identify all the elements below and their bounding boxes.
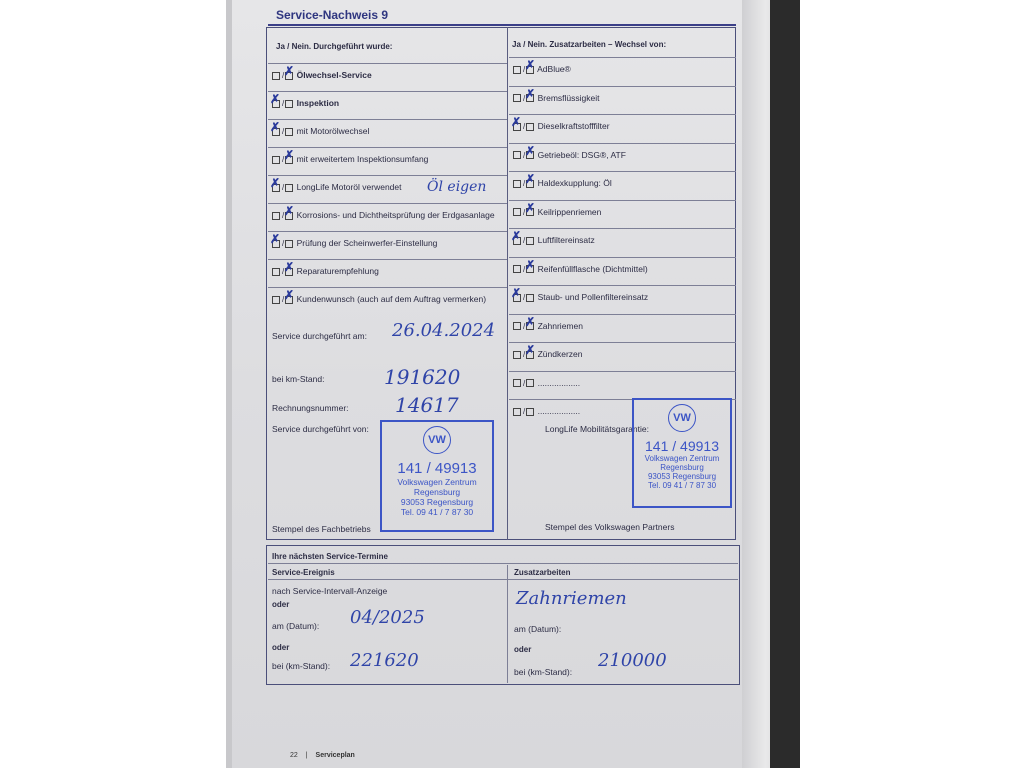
right-row (513, 378, 730, 389)
checkmark-icon: ✗ (270, 120, 281, 134)
checkmark-icon: ✗ (270, 176, 281, 190)
right-row-label: AdBlue® (535, 64, 571, 74)
nein-checkbox[interactable] (526, 408, 534, 416)
slash-separator: / (282, 183, 285, 192)
ja-checkbox[interactable] (513, 322, 521, 330)
row-line (268, 259, 507, 260)
page-number: 22 (290, 752, 298, 759)
row-line (509, 171, 736, 172)
column-divider (507, 27, 508, 540)
right-row (513, 343, 730, 360)
stamp-city: Regensburg (660, 463, 704, 472)
row-line (509, 143, 736, 144)
left-row-label: Inspektion (294, 98, 340, 108)
left-row (272, 64, 501, 81)
right-row (513, 58, 730, 75)
row-line (268, 231, 507, 232)
left-row (272, 288, 501, 305)
row-line (509, 86, 736, 87)
oder-label: oder (514, 645, 532, 654)
handwritten-next-date: 04/2025 (350, 607, 425, 628)
right-row (511, 286, 730, 303)
row-line (509, 257, 736, 258)
nein-checkbox[interactable] (285, 100, 293, 108)
footer-separator: | (305, 752, 308, 759)
ja-checkbox[interactable] (272, 156, 280, 164)
left-row (272, 204, 501, 221)
handwritten-km: 191620 (384, 365, 461, 389)
left-row-label: Prüfung der Scheinwerfer-Einstellung (294, 238, 438, 248)
checkmark-icon: ✗ (511, 115, 522, 129)
checkmark-icon: ✗ (525, 314, 536, 329)
nein-checkbox[interactable] (285, 184, 293, 192)
row-line (509, 57, 736, 58)
left-row-label: Kundenwunsch (auch auf dem Auftrag vermerken) (294, 294, 487, 304)
left-row-label: Ölwechsel-Service (294, 70, 372, 80)
next-km-label: bei (km-Stand): (272, 661, 331, 671)
checkmark-icon: ✗ (525, 143, 536, 158)
extra-km-label: bei (km-Stand): (514, 667, 573, 677)
right-row-label: Haldexkupplung: Öl (535, 178, 612, 188)
handwritten-oil: Öl eigen (427, 179, 487, 195)
right-row-label: Keilrippenriemen (535, 206, 602, 217)
checkmark-icon: ✗ (511, 229, 522, 243)
right-row-label: Bremsflüssigkeit (535, 92, 600, 103)
slash-separator: / (523, 65, 526, 74)
handwritten-invoice: 14617 (395, 393, 459, 417)
ja-checkbox[interactable] (272, 268, 280, 276)
stamp-zip: 93053 Regensburg (400, 497, 474, 507)
right-row (513, 200, 730, 218)
vw-logo-icon: VW (423, 426, 451, 454)
ja-checkbox[interactable] (513, 180, 521, 188)
slash-separator: / (523, 321, 526, 331)
stamp-tel: Tel. 09 41 / 7 87 30 (400, 507, 474, 517)
column-divider (507, 565, 508, 683)
next-col2: Zusatzarbeiten (514, 568, 571, 577)
nein-checkbox[interactable] (526, 294, 534, 302)
right-row-label: Luftfiltereinsatz (535, 235, 595, 245)
row-line (268, 175, 507, 176)
slash-separator: / (282, 239, 285, 248)
ja-checkbox[interactable] (513, 151, 521, 159)
next-service-table (266, 545, 740, 685)
slash-separator: / (523, 407, 526, 416)
slash-separator: / (282, 295, 285, 304)
checkmark-icon: ✗ (525, 86, 536, 101)
vw-logo-icon: VW (668, 404, 696, 432)
ja-checkbox[interactable] (513, 265, 521, 273)
slash-separator: / (282, 127, 285, 136)
row-line (268, 63, 507, 64)
right-row-label: Dieselkraftstofffilter (535, 121, 610, 131)
oder-label: oder (272, 600, 290, 609)
dealer-stamp-left (380, 420, 494, 532)
left-row (272, 148, 501, 165)
left-row-label: Korrosions- und Dichtheitsprüfung der Erdgasanlage (294, 210, 495, 220)
handwritten-extra-km: 210000 (598, 650, 667, 671)
right-row-label: Reifenfüllflasche (Dichtmittel) (535, 263, 648, 274)
ja-checkbox[interactable] (513, 408, 521, 416)
left-row (270, 120, 501, 137)
ja-checkbox[interactable] (513, 351, 521, 359)
row-line (268, 119, 507, 120)
right-row (511, 115, 730, 132)
oder-label: oder (272, 643, 290, 652)
dealer-stamp-right (632, 398, 732, 508)
right-row-label: Zündkerzen (535, 349, 583, 359)
row-line (268, 147, 507, 148)
title-underline (268, 24, 736, 26)
slash-separator: / (523, 293, 526, 302)
checkmark-icon: ✗ (284, 260, 295, 274)
slash-separator: / (523, 264, 526, 274)
checkmark-icon: ✗ (525, 58, 536, 72)
checkmark-icon: ✗ (525, 343, 536, 357)
checkmark-icon: ✗ (270, 232, 281, 246)
invoice-label: Rechnungsnummer: (272, 403, 349, 413)
right-header: Ja / Nein. Zusatzarbeiten – Wechsel von: (512, 40, 667, 49)
ja-checkbox[interactable] (272, 296, 280, 304)
slash-separator: / (523, 150, 526, 160)
row-line (268, 287, 507, 288)
left-row (270, 232, 501, 249)
service-date-label: Service durchgeführt am: (272, 331, 367, 341)
right-row-label: .................. (535, 406, 581, 416)
slash-separator: / (523, 179, 526, 188)
extra-date-label: am (Datum): (514, 624, 562, 634)
checkmark-icon: ✗ (525, 172, 536, 186)
handwritten-extra-work: Zahnriemen (516, 588, 627, 609)
slash-separator: / (282, 211, 285, 220)
slash-separator: / (523, 122, 526, 131)
next-date-label: am (Datum): (272, 621, 320, 631)
row-line (509, 342, 736, 343)
row-line (509, 114, 736, 115)
slash-separator: / (523, 207, 526, 217)
right-row-label: Getriebeöl: DSG®, ATF (535, 149, 626, 160)
row-line (268, 203, 507, 204)
checkmark-icon: ✗ (511, 286, 522, 300)
stamp-left-label: Stempel des Fachbetriebs (272, 524, 371, 534)
left-row-label: LongLife Motoröl verwendet (294, 182, 402, 192)
slash-separator: / (523, 236, 526, 245)
slash-separator: / (523, 350, 526, 359)
ja-checkbox[interactable] (513, 379, 521, 387)
stamp-number: 141 / 49913 (645, 438, 719, 454)
next-col1: Service-Ereignis (272, 568, 335, 577)
right-row (511, 229, 730, 246)
nein-checkbox[interactable] (285, 240, 293, 248)
nein-checkbox[interactable] (526, 123, 534, 131)
left-row (270, 92, 501, 109)
nein-checkbox[interactable] (526, 237, 534, 245)
handwritten-next-km: 221620 (350, 650, 419, 671)
checkmark-icon: ✗ (270, 92, 281, 106)
checkmark-icon: ✗ (525, 200, 536, 215)
stamp-number: 141 / 49913 (397, 460, 477, 477)
stamp-zip: 93053 Regensburg (647, 472, 717, 481)
left-row-label: mit erweitertem Inspektionsumfang (294, 154, 429, 164)
page-title: Service-Nachweis 9 (276, 8, 389, 22)
slash-separator: / (282, 99, 285, 108)
right-row (513, 143, 730, 161)
right-row (513, 314, 730, 332)
checkmark-icon: ✗ (284, 148, 295, 162)
row-line (509, 228, 736, 229)
stamp-tel: Tel. 09 41 / 7 87 30 (647, 481, 717, 490)
slash-separator: / (523, 378, 526, 388)
stamp-city: Regensburg (413, 487, 461, 497)
ja-checkbox[interactable] (513, 94, 521, 102)
slash-separator: / (282, 155, 285, 164)
right-row-label: .................. (535, 377, 581, 388)
row-line (268, 91, 507, 92)
left-row-label: mit Motorölwechsel (294, 126, 370, 136)
next-item1: nach Service-Intervall-Anzeige (272, 586, 388, 596)
stamp-right-label: Stempel des Volkswagen Partners (545, 522, 675, 532)
slash-separator: / (523, 93, 526, 103)
row-line (509, 371, 736, 372)
handwritten-service-date: 26.04.2024 (392, 320, 496, 341)
ja-checkbox[interactable] (513, 208, 521, 216)
ja-checkbox[interactable] (272, 72, 280, 80)
ja-checkbox[interactable] (513, 66, 521, 74)
right-row (513, 86, 730, 104)
km-label: bei km-Stand: (272, 374, 325, 384)
longlife-label: LongLife Mobilitätsgarantie: (545, 424, 649, 434)
row-line (509, 314, 736, 315)
checkmark-icon: ✗ (525, 257, 536, 272)
right-row (513, 172, 730, 189)
right-row-label: Staub- und Pollenfiltereinsatz (535, 292, 649, 302)
right-row-label: Zahnriemen (535, 320, 583, 331)
stamp-name: Volkswagen Zentrum (397, 477, 477, 487)
dark-background (770, 0, 800, 768)
left-row-label: Reparaturempfehlung (294, 266, 379, 276)
next-header: Ihre nächsten Service-Termine (272, 552, 388, 561)
checkmark-icon: ✗ (284, 288, 295, 302)
page-footer (290, 752, 355, 759)
service-by-label: Service durchgeführt von: (272, 424, 369, 434)
checkmark-icon: ✗ (284, 204, 295, 218)
checkmark-icon: ✗ (284, 64, 295, 78)
row-line (509, 285, 736, 286)
left-row (272, 260, 501, 277)
right-row (513, 257, 730, 275)
slash-separator: / (282, 267, 285, 276)
left-header: Ja / Nein. Durchgeführt wurde: (276, 42, 393, 51)
row-line (509, 200, 736, 201)
nein-checkbox[interactable] (526, 379, 534, 387)
row-line (268, 579, 738, 580)
row-line (268, 563, 738, 564)
stamp-name: Volkswagen Zentrum (644, 454, 720, 463)
nein-checkbox[interactable] (285, 128, 293, 136)
ja-checkbox[interactable] (272, 212, 280, 220)
page-edge (226, 0, 232, 768)
slash-separator: / (282, 71, 285, 80)
footer-section: Serviceplan (315, 752, 355, 759)
